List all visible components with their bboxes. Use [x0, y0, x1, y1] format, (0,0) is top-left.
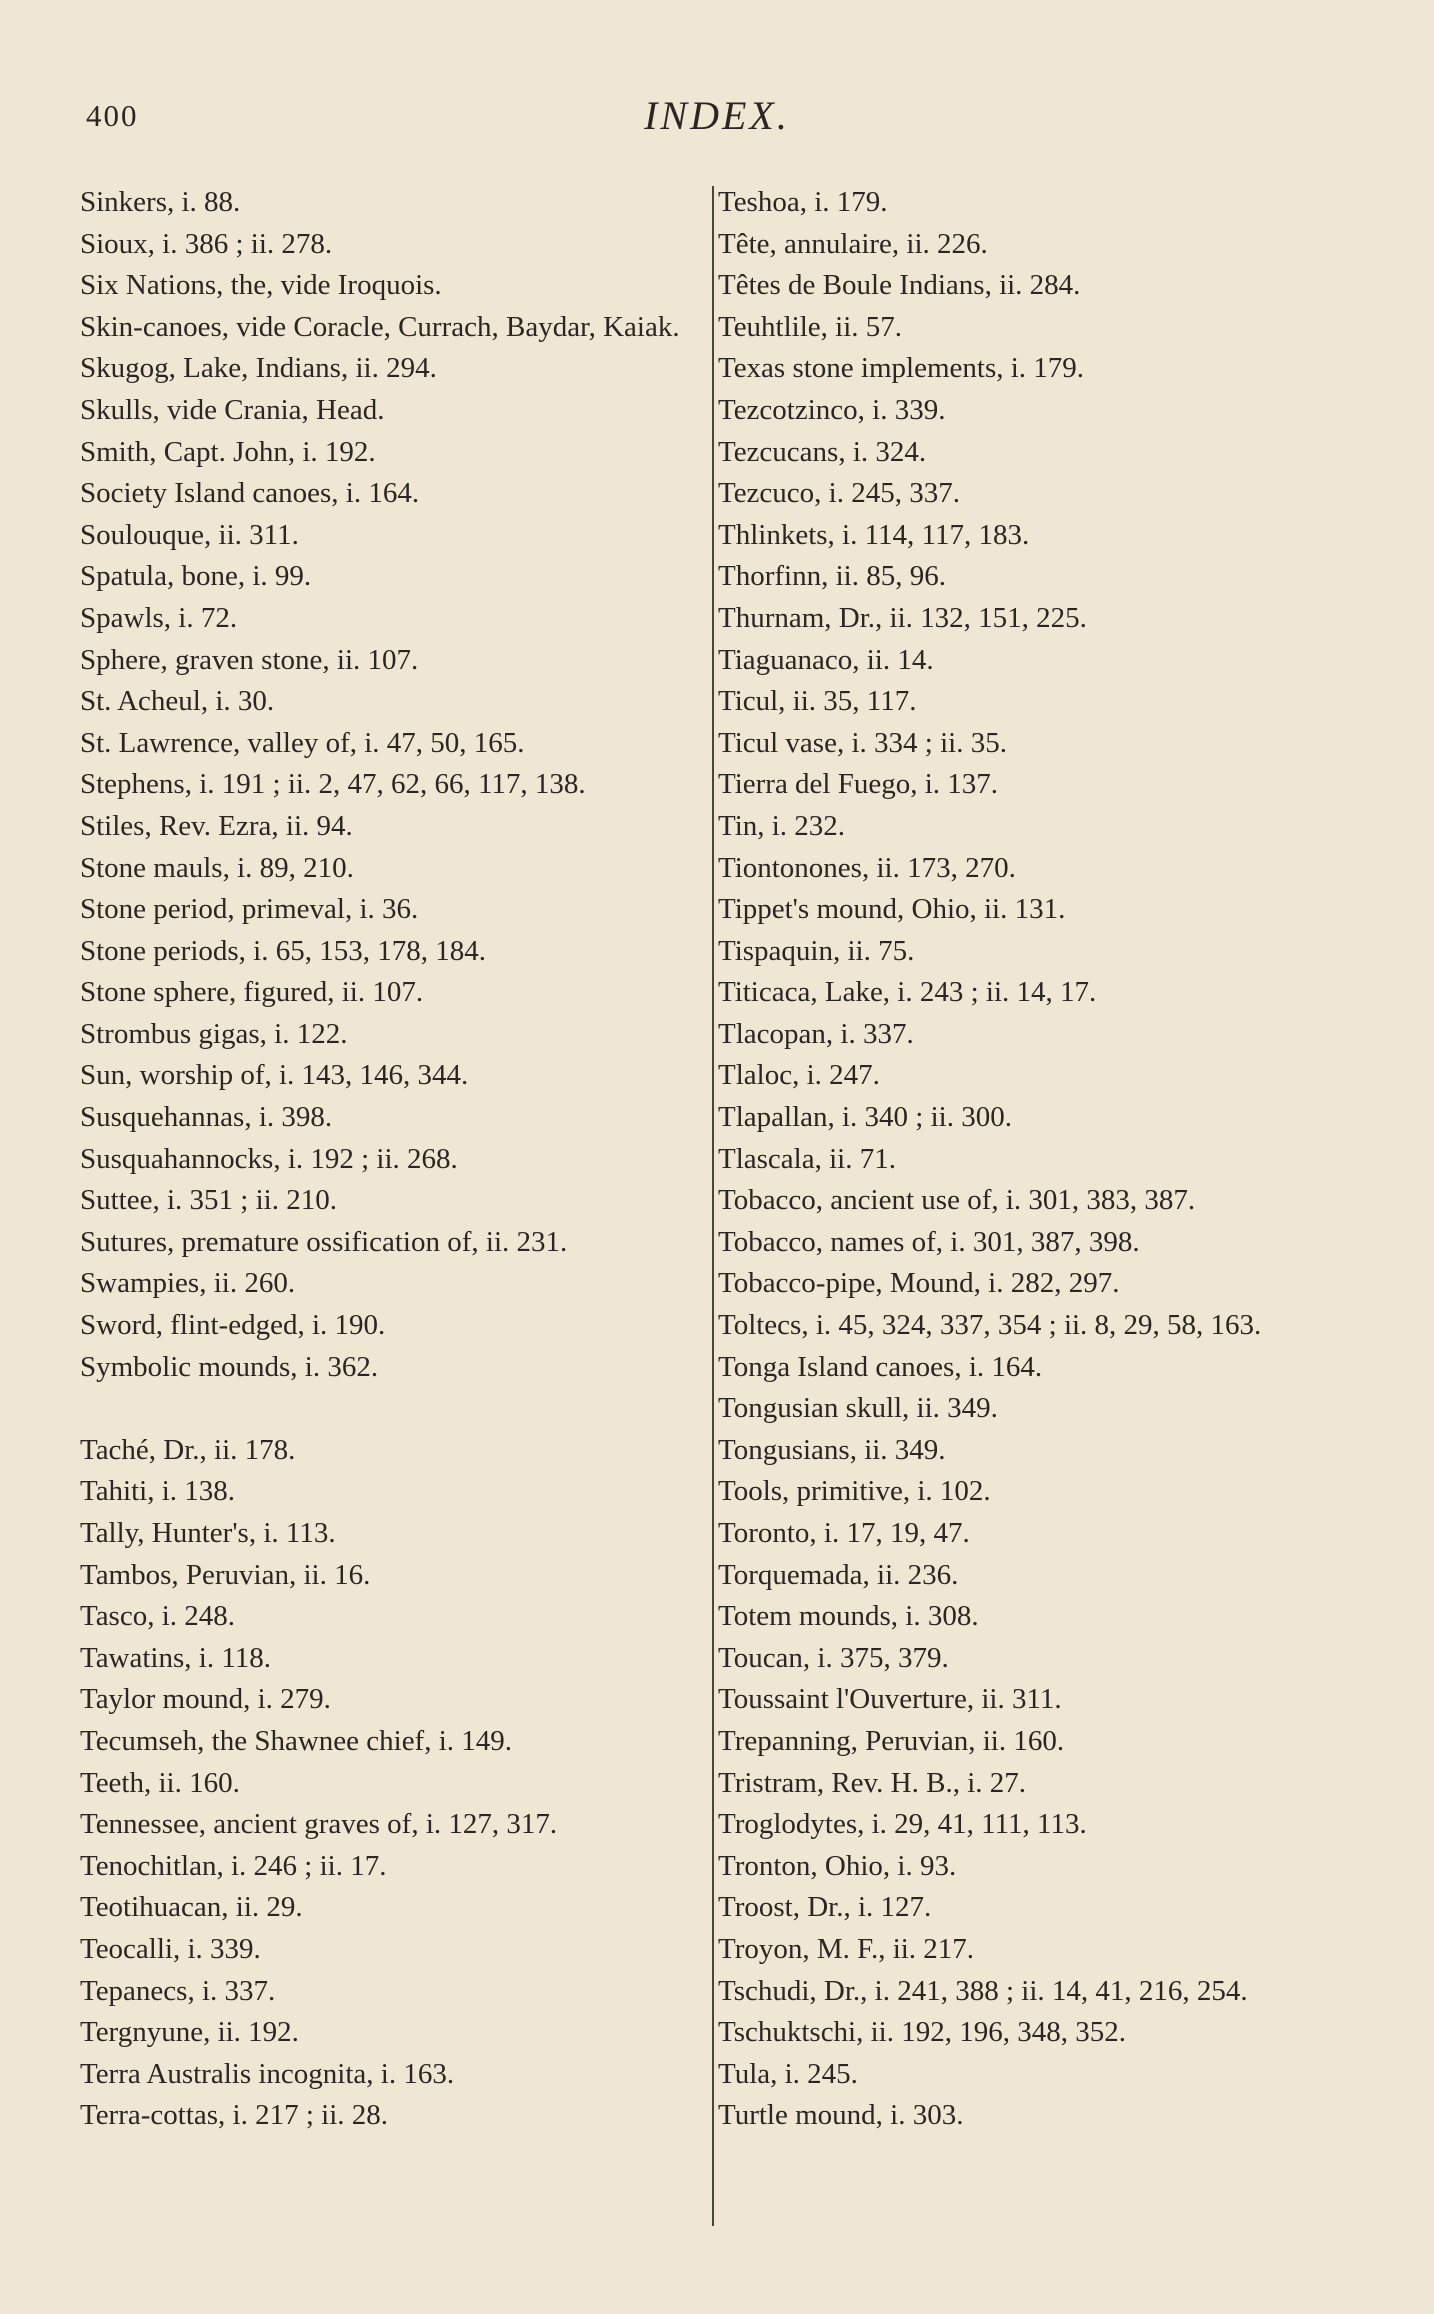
index-entry: Tezcucans, i. 324.	[718, 435, 927, 468]
index-entry: Thlinkets, i. 114, 117, 183.	[718, 518, 1030, 551]
index-entry: Terra-cottas, i. 217 ; ii. 28.	[80, 2099, 389, 2132]
index-entry: Susquahannocks, i. 192 ; ii. 268.	[80, 1142, 458, 1175]
index-entry: Smith, Capt. John, i. 192.	[80, 435, 376, 468]
index-entry: Tlacopan, i. 337.	[718, 1017, 914, 1050]
index-entry: Tepanecs, i. 337.	[80, 1974, 276, 2007]
index-entry: Tschudi, Dr., i. 241, 388 ; ii. 14, 41, 216, 254.	[718, 1974, 1248, 2007]
index-entry: Tennessee, ancient graves of, i. 127, 317.	[80, 1808, 558, 1841]
index-entry: Titicaca, Lake, i. 243 ; ii. 14, 17.	[718, 976, 1097, 1009]
index-entry: Spatula, bone, i. 99.	[80, 560, 312, 593]
index-entry: Tula, i. 245.	[718, 2057, 858, 2090]
index-entry: Taché, Dr., ii. 178.	[80, 1433, 296, 1466]
index-entry: Stephens, i. 191 ; ii. 2, 47, 62, 66, 117, 138.	[80, 768, 586, 801]
index-entry: Tongusians, ii. 349.	[718, 1433, 946, 1466]
index-entry: Toltecs, i. 45, 324, 337, 354 ; ii. 8, 29, 58, 163.	[718, 1309, 1262, 1342]
running-title: INDEX.	[644, 93, 790, 138]
index-column-left	[80, 182, 700, 2137]
index-entry: Sphere, graven stone, ii. 107.	[80, 643, 419, 676]
index-entry: Sun, worship of, i. 143, 146, 344.	[80, 1059, 469, 1092]
index-entry: Toronto, i. 17, 19, 47.	[718, 1517, 970, 1549]
index-entry: Tasco, i. 248.	[80, 1600, 236, 1633]
index-entry: Tobacco, names of, i. 301, 387, 398.	[718, 1225, 1140, 1258]
index-entry: Trepanning, Peruvian, ii. 160.	[718, 1724, 1065, 1757]
index-entry: Tierra del Fuego, i. 137.	[718, 768, 999, 801]
index-entry: Tlaloc, i. 247.	[718, 1059, 880, 1092]
index-entry: Tiaguanaco, ii. 14.	[718, 643, 934, 676]
index-entry: Tlascala, ii. 71.	[718, 1142, 896, 1175]
index-entry: Tezcuco, i. 245, 337.	[718, 477, 960, 510]
index-entry: Tecumseh, the Shawnee chief, i. 149.	[80, 1724, 513, 1757]
index-entry: Toucan, i. 375, 379.	[718, 1641, 949, 1674]
index-entry: Tristram, Rev. H. B., i. 27.	[718, 1766, 1027, 1799]
index-entry: Society Island canoes, i. 164.	[80, 477, 420, 510]
index-entry: Stone period, primeval, i. 36.	[80, 893, 419, 926]
index-entry: Troyon, M. F., ii. 217.	[718, 1932, 975, 1965]
index-entry: Teuhtlile, ii. 57.	[718, 310, 903, 343]
index-entry: Tahiti, i. 138.	[80, 1475, 236, 1508]
index-entry: Tools, primitive, i. 102.	[718, 1475, 991, 1508]
index-entry: Tschuktschi, ii. 192, 196, 348, 352.	[718, 2016, 1126, 2049]
index-entry: Tronton, Ohio, i. 93.	[718, 1849, 957, 1882]
index-entry: Stiles, Rev. Ezra, ii. 94.	[80, 809, 353, 842]
index-entry: Tawatins, i. 118.	[80, 1641, 272, 1674]
index-entry: Toussaint l'Ouverture, ii. 311.	[718, 1683, 1062, 1716]
index-entry: Thurnam, Dr., ii. 132, 151, 225.	[718, 601, 1087, 634]
index-entry: Tergnyune, ii. 192.	[80, 2016, 299, 2049]
index-entry: St. Lawrence, valley of, i. 47, 50, 165.	[80, 726, 525, 759]
index-entry: Stone mauls, i. 89, 210.	[80, 851, 354, 884]
index-entry: Têtes de Boule Indians, ii. 284.	[718, 269, 1081, 302]
index-entry: Troglodytes, i. 29, 41, 111, 113.	[718, 1808, 1087, 1841]
index-entry: Ticul vase, i. 334 ; ii. 35.	[718, 726, 1007, 759]
index-entry: Spawls, i. 72.	[80, 601, 238, 634]
index-entry: Strombus gigas, i. 122.	[80, 1017, 348, 1050]
index-entry: Tenochitlan, i. 246 ; ii. 17.	[80, 1849, 387, 1882]
index-entry: Thorfinn, ii. 85, 96.	[718, 560, 946, 593]
index-entry: St. Acheul, i. 30.	[80, 685, 275, 718]
index-entry: Swampies, ii. 260.	[80, 1267, 296, 1300]
page-number: 400	[86, 98, 139, 133]
index-entry: Teeth, ii. 160.	[80, 1766, 240, 1799]
index-entry: Six Nations, the, vide Iroquois.	[80, 269, 442, 302]
index-entry: Skin-canoes, vide Coracle, Currach, Baydar, Kaiak.	[80, 310, 680, 343]
index-entry: Skugog, Lake, Indians, ii. 294.	[80, 352, 437, 385]
index-entry: Tiontonones, ii. 173, 270.	[718, 851, 1016, 884]
index-entry: Tlapallan, i. 340 ; ii. 300.	[718, 1101, 1012, 1134]
index-entry: Troost, Dr., i. 127.	[718, 1891, 932, 1924]
index-column-right	[718, 182, 1338, 2137]
index-entry: Tippet's mound, Ohio, ii. 131.	[718, 893, 1066, 926]
column-divider	[712, 186, 714, 2226]
index-entry: Tally, Hunter's, i. 113.	[80, 1517, 336, 1549]
index-entry: Tispaquin, ii. 75.	[718, 934, 915, 967]
index-entry: Tête, annulaire, ii. 226.	[718, 227, 988, 260]
index-entry: Tin, i. 232.	[718, 809, 846, 842]
index-entry: Tobacco, ancient use of, i. 301, 383, 387.	[718, 1184, 1196, 1217]
index-entry: Texas stone implements, i. 179.	[718, 352, 1085, 385]
section-gap	[80, 1388, 700, 1430]
index-entry: Taylor mound, i. 279.	[80, 1683, 331, 1716]
index-entry: Tobacco-pipe, Mound, i. 282, 297.	[718, 1267, 1120, 1300]
index-entry: Totem mounds, i. 308.	[718, 1600, 979, 1633]
index-entry: Stone sphere, figured, ii. 107.	[80, 976, 424, 1009]
index-entry: Turtle mound, i. 303.	[718, 2099, 964, 2132]
index-entry: Skulls, vide Crania, Head.	[80, 393, 385, 426]
index-entry: Suttee, i. 351 ; ii. 210.	[80, 1184, 337, 1217]
index-entry: Symbolic mounds, i. 362.	[80, 1350, 379, 1383]
index-entry: Sutures, premature ossification of, ii. 231.	[80, 1225, 568, 1258]
index-entry: Sinkers, i. 88.	[80, 186, 241, 218]
index-entry: Tezcotzinco, i. 339.	[718, 393, 946, 426]
index-entry: Ticul, ii. 35, 117.	[718, 685, 917, 718]
index-entry: Teotihuacan, ii. 29.	[80, 1891, 303, 1924]
index-entry: Soulouque, ii. 311.	[80, 518, 299, 551]
index-entry: Terra Australis incognita, i. 163.	[80, 2057, 455, 2090]
index-entry: Stone periods, i. 65, 153, 178, 184.	[80, 934, 486, 967]
index-entry: Sioux, i. 386 ; ii. 278.	[80, 227, 333, 260]
index-entry: Tonga Island canoes, i. 164.	[718, 1350, 1043, 1383]
index-entry: Teocalli, i. 339.	[80, 1932, 261, 1965]
index-entry: Torquemada, ii. 236.	[718, 1558, 959, 1591]
index-entry: Teshoa, i. 179.	[718, 186, 888, 218]
index-entry: Tambos, Peruvian, ii. 16.	[80, 1558, 371, 1591]
index-entry: Sword, flint-edged, i. 190.	[80, 1309, 386, 1342]
index-entry: Tongusian skull, ii. 349.	[718, 1392, 998, 1425]
index-entry: Susquehannas, i. 398.	[80, 1101, 333, 1134]
